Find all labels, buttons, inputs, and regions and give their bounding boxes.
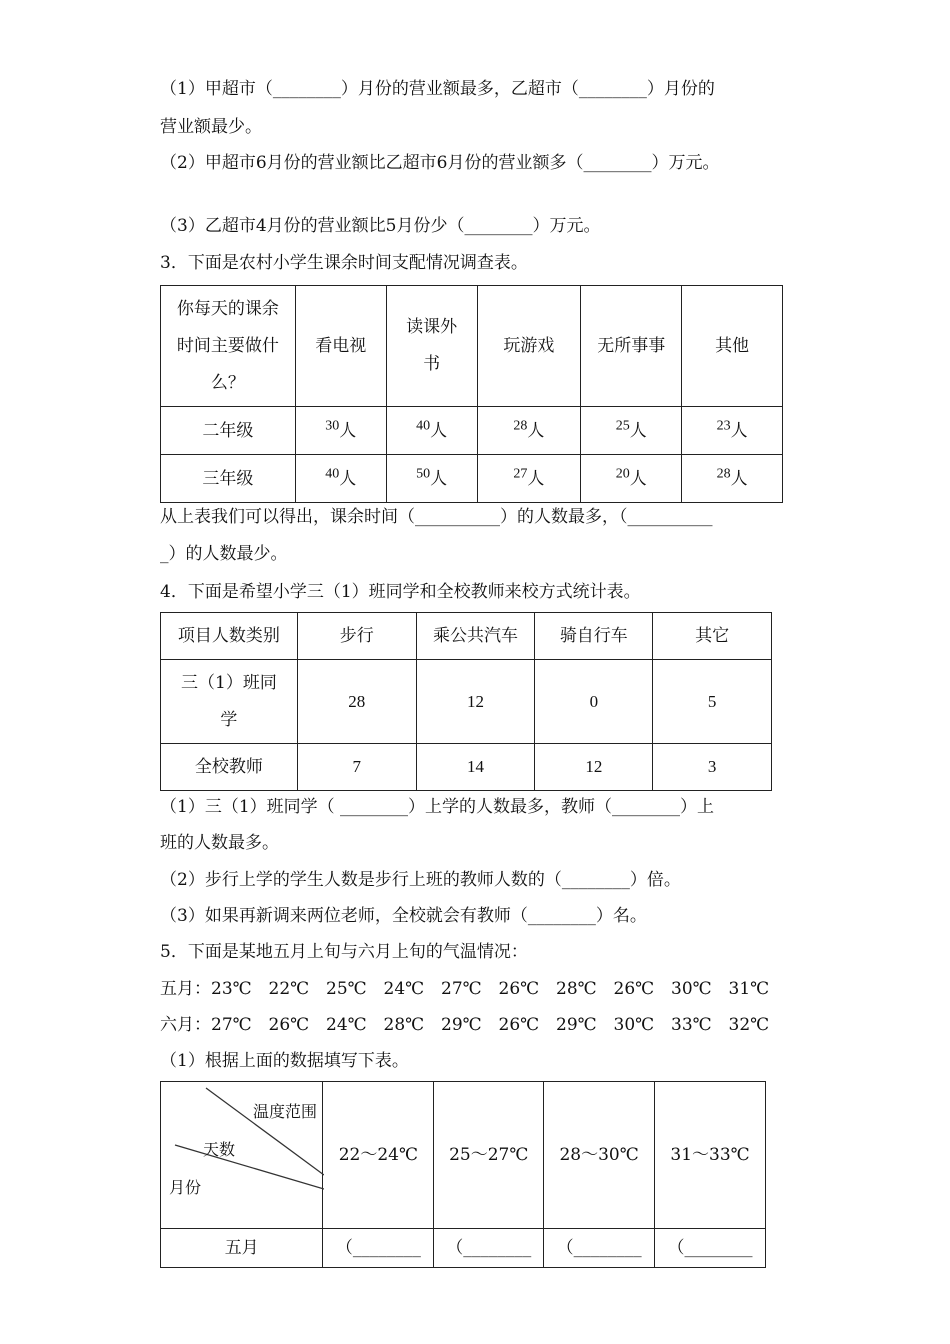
temperature-value: 28℃ bbox=[556, 979, 597, 999]
temperature-value: 31℃ bbox=[728, 979, 770, 999]
temperature-range-header: 28～30℃ bbox=[544, 1082, 655, 1229]
section-3-answer-line1: 从上表我们可以得出，课余时间（__________）的人数最多，（__________ bbox=[160, 507, 713, 527]
temperature-value: 22℃ bbox=[268, 979, 310, 999]
answer-blank[interactable]: （________ bbox=[655, 1229, 766, 1268]
commute-cell: 12 bbox=[416, 660, 535, 744]
answer-blank[interactable]: （________ bbox=[323, 1229, 434, 1268]
commute-header: 步行 bbox=[297, 613, 416, 660]
survey-header: 其他 bbox=[682, 286, 783, 407]
question-4-2: （2）步行上学的学生人数是步行上班的教师人数的（________）倍。 bbox=[160, 870, 681, 890]
temperature-value: 25℃ bbox=[326, 979, 367, 999]
temperature-corner-cell bbox=[161, 1082, 323, 1229]
survey-row-label: 三年级 bbox=[161, 455, 296, 503]
commute-row-label: 全校教师 bbox=[161, 744, 298, 791]
temperature-value: 26℃ bbox=[498, 979, 540, 999]
commute-cell: 14 bbox=[416, 744, 535, 791]
temperature-value: 26℃ bbox=[498, 1015, 540, 1035]
commute-cell: 0 bbox=[535, 660, 653, 744]
corner-label-temperature: 温度范围 bbox=[253, 1102, 318, 1121]
temperature-range-header: 25～27℃ bbox=[434, 1082, 544, 1229]
question-5-1: （1）根据上面的数据填写下表。 bbox=[160, 1051, 409, 1071]
commute-header: 骑自行车 bbox=[535, 613, 653, 660]
survey-table bbox=[160, 285, 783, 503]
section-4-title: 4．下面是希望小学三（1）班同学和全校教师来校方式统计表。 bbox=[160, 582, 641, 602]
question-4-1-line1: （1）三（1）班同学（ ________）上学的人数最多，教师（________）上 bbox=[160, 797, 715, 817]
commute-cell: 7 bbox=[297, 744, 416, 791]
answer-blank[interactable]: （________ bbox=[544, 1229, 655, 1268]
temperature-range-header: 31～33℃ bbox=[655, 1082, 766, 1229]
survey-header: 看电视 bbox=[295, 286, 386, 407]
temperature-value: 26℃ bbox=[613, 979, 655, 999]
section-3-answer-line2: _）的人数最少。 bbox=[160, 544, 288, 564]
survey-header: 无所事事 bbox=[581, 286, 682, 407]
question-2-2: （2）甲超市6月份的营业额比乙超市6月份的营业额多（________）万元。 bbox=[160, 153, 720, 173]
temperature-value: 32℃ bbox=[728, 1015, 770, 1035]
survey-cell: $^{28}$人 bbox=[477, 407, 581, 455]
question-4-3: （3）如果再新调来两位老师，全校就会有教师（________）名。 bbox=[160, 906, 647, 926]
commute-table bbox=[160, 612, 772, 791]
temperature-table bbox=[160, 1081, 766, 1268]
temperature-value: 30℃ bbox=[613, 1015, 655, 1035]
temperature-value: 30℃ bbox=[671, 979, 712, 999]
survey-cell: $^{40}$人 bbox=[386, 407, 477, 455]
commute-cell: 3 bbox=[653, 744, 772, 791]
survey-question-header: 你每天的课余时间主要做什么？ bbox=[161, 286, 296, 407]
survey-cell: $^{28}$人 bbox=[682, 455, 783, 503]
section-3-title: 3．下面是农村小学生课余时间支配情况调查表。 bbox=[160, 253, 528, 273]
corner-label-month: 月份 bbox=[169, 1178, 202, 1197]
temperature-row-label: 五月 bbox=[161, 1229, 323, 1268]
commute-cell: 12 bbox=[535, 744, 653, 791]
temperature-value: 23℃ bbox=[211, 979, 252, 999]
question-4-1-line2: 班的人数最多。 bbox=[160, 833, 279, 853]
temperature-value: 24℃ bbox=[326, 1015, 367, 1035]
june-temperatures: 六月：27℃ 26℃ 24℃ 28℃ 29℃ 26℃ 29℃ 30℃ 33℃ 32℃ bbox=[160, 1014, 786, 1036]
survey-cell: $^{25}$人 bbox=[581, 407, 682, 455]
answer-blank[interactable]: （________ bbox=[434, 1229, 544, 1268]
survey-cell: $^{50}$人 bbox=[386, 455, 477, 503]
survey-cell: $^{27}$人 bbox=[477, 455, 581, 503]
temperature-value: 26℃ bbox=[268, 1015, 310, 1035]
temperature-range-header: 22～24℃ bbox=[323, 1082, 434, 1229]
commute-cell: 5 bbox=[653, 660, 772, 744]
temperature-value: 27℃ bbox=[441, 979, 482, 999]
survey-row-label: 二年级 bbox=[161, 407, 296, 455]
question-2-3: （3）乙超市4月份的营业额比5月份少（________）万元。 bbox=[160, 216, 601, 236]
temperature-value: 28℃ bbox=[383, 1015, 425, 1035]
survey-cell: $^{40}$人 bbox=[295, 455, 386, 503]
temperature-value: 24℃ bbox=[383, 979, 425, 999]
question-2-1-line1: （1）甲超市（________）月份的营业额最多，乙超市（________）月份的 bbox=[160, 79, 715, 99]
commute-row-label: 三（1）班同学 bbox=[161, 660, 298, 744]
may-temperatures: 五月：23℃ 22℃ 25℃ 24℃ 27℃ 26℃ 28℃ 26℃ 30℃ 31℃ bbox=[160, 978, 786, 1000]
section-5-title: 5．下面是某地五月上旬与六月上旬的气温情况： bbox=[160, 942, 528, 962]
commute-corner-header: 项目人数类别 bbox=[161, 613, 298, 660]
temperature-value: 29℃ bbox=[441, 1015, 482, 1035]
survey-header: 玩游戏 bbox=[477, 286, 581, 407]
survey-cell: $^{23}$人 bbox=[682, 407, 783, 455]
survey-header: 读课外书 bbox=[386, 286, 477, 407]
survey-cell: $^{20}$人 bbox=[581, 455, 682, 503]
temperature-value: 33℃ bbox=[671, 1015, 712, 1035]
commute-header: 乘公共汽车 bbox=[416, 613, 535, 660]
survey-cell: $^{30}$人 bbox=[295, 407, 386, 455]
corner-label-days: 天数 bbox=[203, 1140, 236, 1159]
temperature-value: 29℃ bbox=[556, 1015, 597, 1035]
commute-header: 其它 bbox=[653, 613, 772, 660]
question-2-1-line2: 营业额最少。 bbox=[160, 117, 262, 137]
temperature-value: 27℃ bbox=[211, 1015, 252, 1035]
commute-cell: 28 bbox=[297, 660, 416, 744]
